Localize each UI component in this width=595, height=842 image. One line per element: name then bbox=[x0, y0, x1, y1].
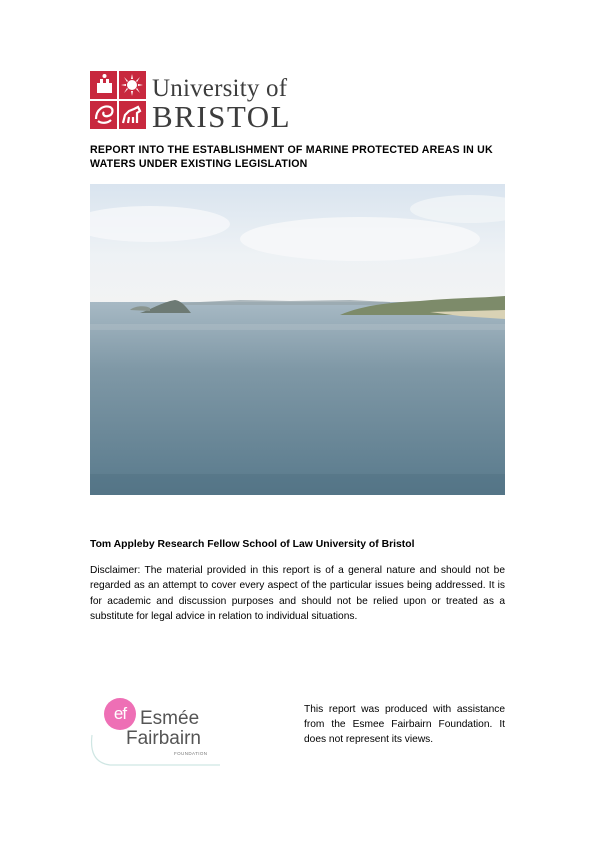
report-title: REPORT INTO THE ESTABLISHMENT OF MARINE PROTECTED AREAS IN UK WATERS UNDER EXISTING LEGISLATION bbox=[90, 144, 493, 170]
ef-name-line2: Fairbairn bbox=[126, 728, 201, 749]
assistance-note: This report was produced with assistance from the Esmee Fairbairn Foundation. It does not represent its views. bbox=[304, 704, 505, 745]
bristol-crest-icon bbox=[90, 71, 146, 129]
ef-foundation-label: FOUNDATION bbox=[174, 751, 208, 756]
author-line: Tom Appleby Research Fellow School of Law University of Bristol bbox=[90, 539, 415, 550]
cover-photo-sea bbox=[90, 184, 505, 495]
ef-name-line1: Esmée bbox=[140, 708, 200, 729]
logo-university-of: University of bbox=[152, 75, 288, 102]
logo-bristol: BRISTOL bbox=[152, 99, 292, 134]
esmee-fairbairn-logo bbox=[90, 695, 230, 770]
university-logo bbox=[90, 71, 292, 134]
disclaimer-text: Disclaimer: The material provided in this report is of a general nature and should not be regarded as an attempt to cover every aspect of the particular issues being addressed. It is for academic and discussion purposes and should not be relied upon or treated as a substitute for legal advice in relation to individual situations. bbox=[90, 565, 505, 623]
ef-mark: ef bbox=[104, 698, 136, 730]
